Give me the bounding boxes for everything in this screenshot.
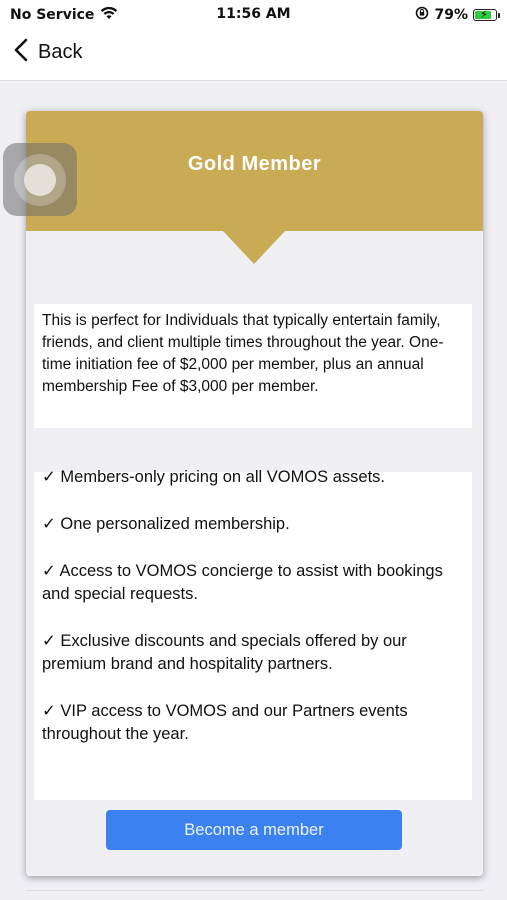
status-right: [415, 6, 497, 24]
chevron-left-icon: [14, 38, 28, 67]
status-bar: [0, 0, 507, 30]
bottom-divider: [26, 890, 483, 891]
header-pointer: [222, 230, 286, 264]
benefits-list[interactable]: [34, 468, 472, 800]
card-header: [26, 111, 483, 231]
back-label: Back: [38, 41, 83, 63]
membership-card: [26, 111, 483, 876]
card-title: Gold Member: [187, 153, 322, 175]
battery-charging-icon: ⚡: [473, 9, 497, 21]
status-time: 11:56 AM: [216, 6, 291, 22]
orientation-lock-icon: [415, 6, 429, 24]
assistive-touch-icon[interactable]: [3, 143, 77, 216]
benefit-item: ✓ Exclusive discounts and specials offered by our premium brand and hospitality partners.: [42, 632, 407, 673]
back-button[interactable]: [14, 38, 82, 67]
benefit-item: ✓ One personalized membership.: [42, 515, 290, 533]
membership-description: This is perfect for Individuals that typically entertain family, friends, and client multiple times throughout the year. One-time initiation fee of $2,000 per member, plus an annual membership Fee of $3,000 per member.: [34, 304, 472, 428]
carrier-label: No Service: [10, 7, 95, 23]
battery-percent: 79%: [434, 7, 468, 23]
benefit-item: ✓ Access to VOMOS concierge to assist with bookings and special requests.: [42, 562, 443, 603]
become-member-button[interactable]: Become a member: [106, 810, 402, 850]
benefit-item: ✓ VIP access to VOMOS and our Partners events throughout the year.: [42, 702, 408, 743]
navigation-bar: [0, 30, 507, 81]
benefit-item: ✓ Members-only pricing on all VOMOS assets.: [42, 468, 386, 486]
